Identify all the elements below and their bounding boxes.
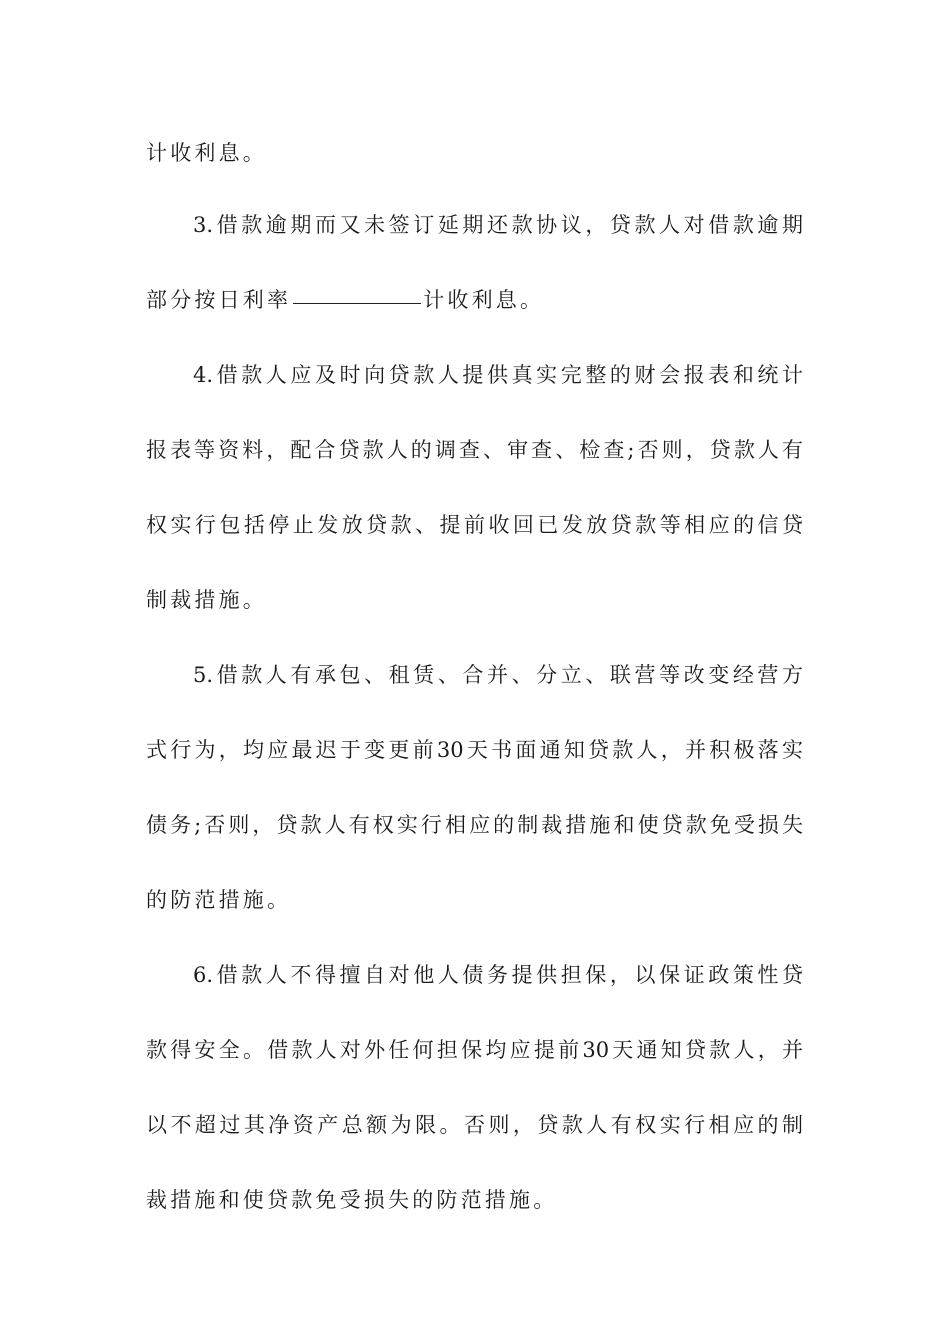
text-segment: 部分按日利率 — [146, 288, 292, 312]
text-line: 3.借款逾期而又未签订延期还款协议，贷款人对借款逾期 — [193, 213, 803, 237]
text-segment: 计收利息。 — [423, 288, 545, 312]
text-line: 制裁措施。 — [146, 588, 267, 612]
text-line: 5.借款人有承包、租赁、合并、分立、联营等改变经营方 — [193, 663, 803, 687]
text-line: 款得安全。借款人对外任何担保均应提前30天通知贷款人，并 — [146, 1038, 803, 1062]
text-line: 债务;否则，贷款人有权实行相应的制裁措施和使贷款免受损失 — [146, 813, 803, 837]
text-line: 计收利息。 — [146, 141, 267, 165]
text-line: 6.借款人不得擅自对他人债务提供担保，以保证政策性贷 — [193, 963, 803, 987]
text-line: 以不超过其净资产总额为限。否则，贷款人有权实行相应的制 — [146, 1113, 803, 1137]
text-line: 裁措施和使贷款免受损失的防范措施。 — [146, 1188, 558, 1212]
text-line — [146, 285, 544, 315]
text-line: 报表等资料，配合贷款人的调查、审查、检查;否则，贷款人有 — [146, 438, 803, 462]
text-line: 4.借款人应及时向贷款人提供真实完整的财会报表和统计 — [193, 363, 803, 387]
fill-in-blank — [293, 302, 421, 304]
text-line: 的防范措施。 — [146, 888, 292, 912]
text-line: 权实行包括停止发放贷款、提前收回已发放贷款等相应的信贷 — [146, 513, 803, 537]
text-line: 式行为，均应最迟于变更前30天书面通知贷款人，并积极落实 — [146, 738, 803, 762]
